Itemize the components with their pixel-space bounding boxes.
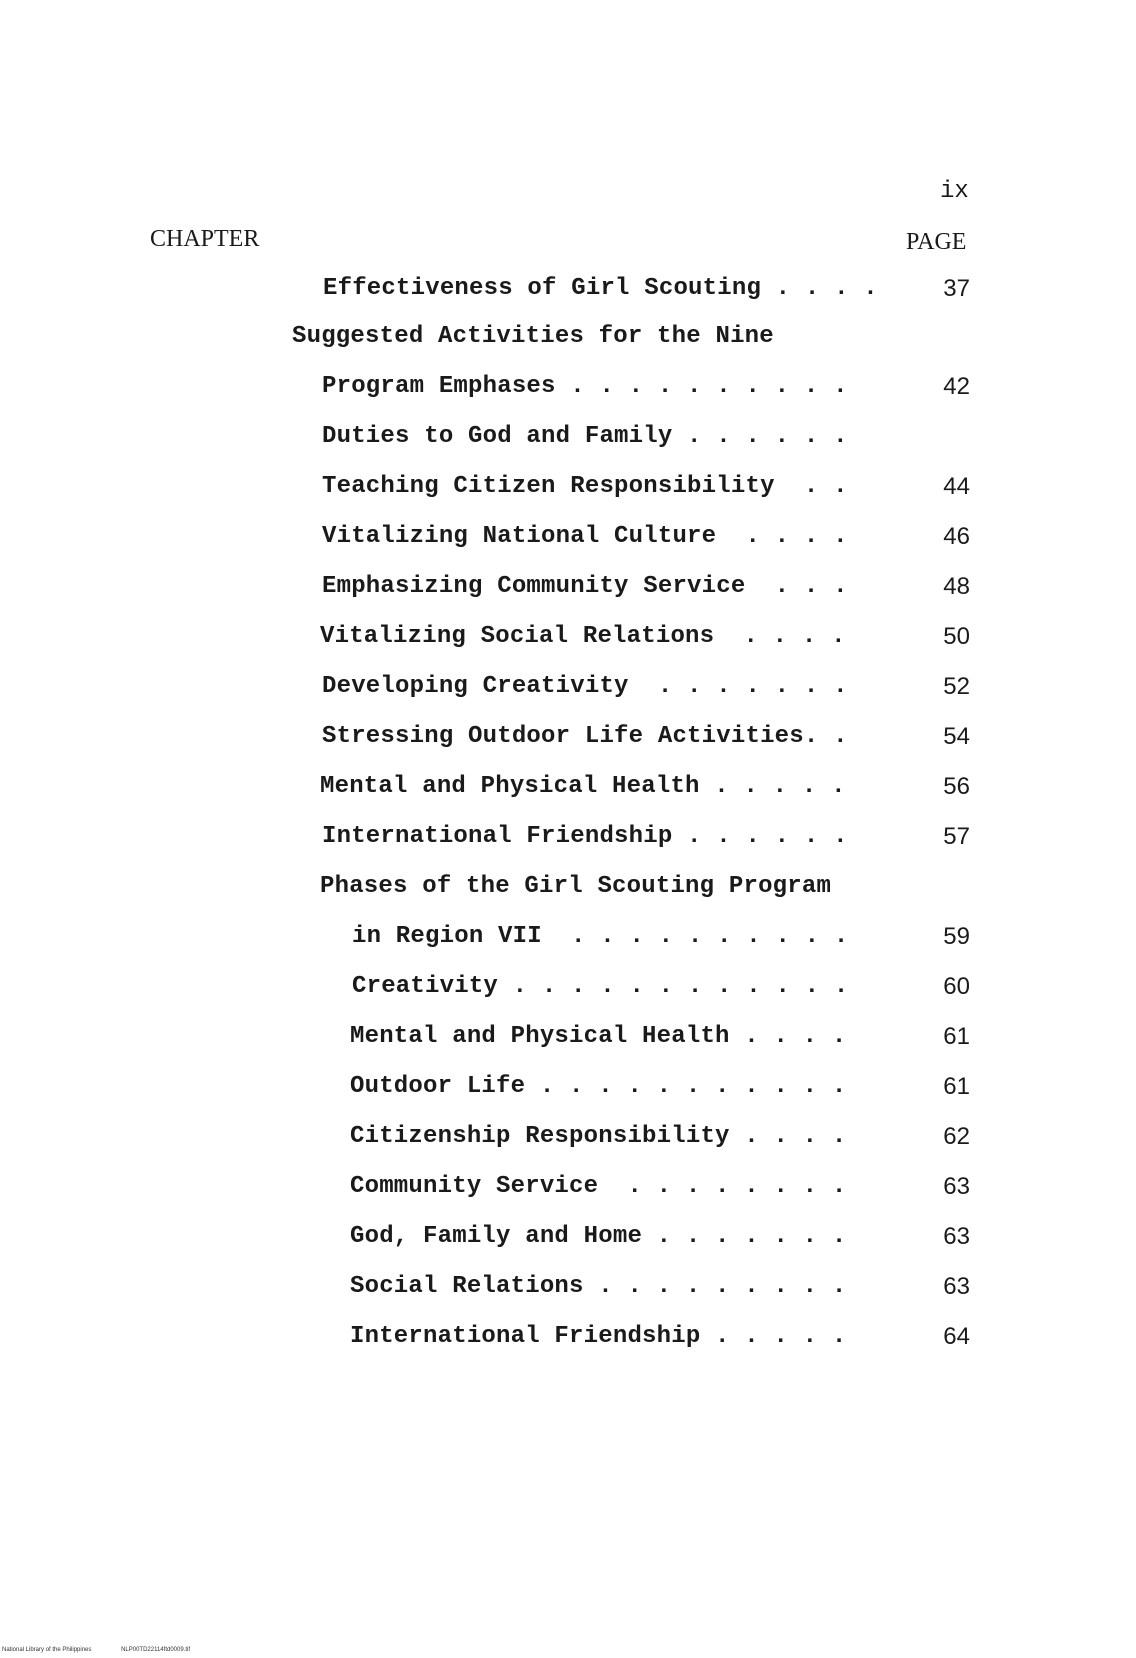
toc-entry-title: Mental and Physical Health . . . . . <box>320 773 846 800</box>
toc-entry-title: International Friendship . . . . . . <box>322 823 848 850</box>
toc-entry <box>0 970 1136 1004</box>
toc-entry-title: Emphasizing Community Service . . . <box>322 573 848 600</box>
toc-entry-page: 62 <box>943 1123 970 1150</box>
toc-entry-page: 63 <box>943 1223 970 1250</box>
toc-entry <box>0 620 1136 654</box>
toc-entry <box>0 272 1136 306</box>
toc-entry-page: 64 <box>943 1323 970 1350</box>
toc-entry <box>0 1120 1136 1154</box>
toc-entry-title: Teaching Citizen Responsibility . . <box>322 473 848 500</box>
toc-entry <box>0 470 1136 504</box>
toc-entry-title: Community Service . . . . . . . . <box>350 1173 847 1200</box>
toc-entry-title: Outdoor Life . . . . . . . . . . . <box>350 1073 847 1100</box>
toc-entry-page: 48 <box>943 573 970 600</box>
toc-entry <box>0 920 1136 954</box>
toc-entry-page: 46 <box>943 523 970 550</box>
toc-entry <box>0 720 1136 754</box>
toc-entry <box>0 870 1136 904</box>
toc-entry-page: 52 <box>943 673 970 700</box>
toc-entry <box>0 520 1136 554</box>
page-number: ix <box>940 178 969 205</box>
toc-entry <box>0 420 1136 454</box>
toc-entry-title: Stressing Outdoor Life Activities. . <box>322 723 848 750</box>
chapter-column-header: CHAPTER <box>150 226 260 252</box>
toc-entry-page: 59 <box>943 923 970 950</box>
toc-entry <box>0 1020 1136 1054</box>
footer-library: National Library of the Philippines <box>2 1647 92 1653</box>
toc-entry-title: International Friendship . . . . . <box>350 1323 847 1350</box>
page-column-header: PAGE <box>906 229 967 255</box>
toc-entry <box>0 1070 1136 1104</box>
toc-entry-page: 42 <box>943 373 970 400</box>
toc-entry-title: Vitalizing Social Relations . . . . <box>320 623 846 650</box>
toc-entry <box>0 1170 1136 1204</box>
toc-entry-page: 57 <box>943 823 970 850</box>
toc-entry-page: 37 <box>943 275 970 302</box>
toc-entry-page: 56 <box>943 773 970 800</box>
toc-entry-title: Developing Creativity . . . . . . . <box>322 673 848 700</box>
toc-entry-title: Mental and Physical Health . . . . <box>350 1023 847 1050</box>
toc-entry-page: 63 <box>943 1173 970 1200</box>
toc-entry-page: 61 <box>943 1073 970 1100</box>
toc-entry-page: 61 <box>943 1023 970 1050</box>
toc-entry <box>0 670 1136 704</box>
toc-entry-title: Phases of the Girl Scouting Program <box>320 873 832 900</box>
toc-entry-page: 63 <box>943 1273 970 1300</box>
toc-entry <box>0 1320 1136 1354</box>
scan-footer <box>2 1647 218 1653</box>
toc-entry-title: Program Emphases . . . . . . . . . . <box>322 373 848 400</box>
toc-entry-title: Creativity . . . . . . . . . . . . <box>352 973 849 1000</box>
toc-entry <box>0 370 1136 404</box>
footer-filename: NLP00TD22114ftd0009.tif <box>121 1647 190 1653</box>
toc-entry-page: 60 <box>943 973 970 1000</box>
toc-entry-title: Effectiveness of Girl Scouting . . . . <box>323 275 878 302</box>
toc-entry-page: 44 <box>943 473 970 500</box>
toc-entry <box>0 770 1136 804</box>
toc-entry-title: God, Family and Home . . . . . . . <box>350 1223 847 1250</box>
toc-entry-page: 54 <box>943 723 970 750</box>
toc-entry-title: Suggested Activities for the Nine <box>292 323 774 350</box>
toc-entry-title: in Region VII . . . . . . . . . . <box>352 923 849 950</box>
toc-entry <box>0 1270 1136 1304</box>
toc-entry-title: Vitalizing National Culture . . . . <box>322 523 848 550</box>
toc-entry <box>0 320 1136 354</box>
toc-entry-title: Citizenship Responsibility . . . . <box>350 1123 847 1150</box>
toc-entry-title: Social Relations . . . . . . . . . <box>350 1273 847 1300</box>
toc-entry <box>0 570 1136 604</box>
toc-entry-title: Duties to God and Family . . . . . . <box>322 423 848 450</box>
toc-entry-page: 50 <box>943 623 970 650</box>
toc-entry <box>0 1220 1136 1254</box>
toc-entry <box>0 820 1136 854</box>
